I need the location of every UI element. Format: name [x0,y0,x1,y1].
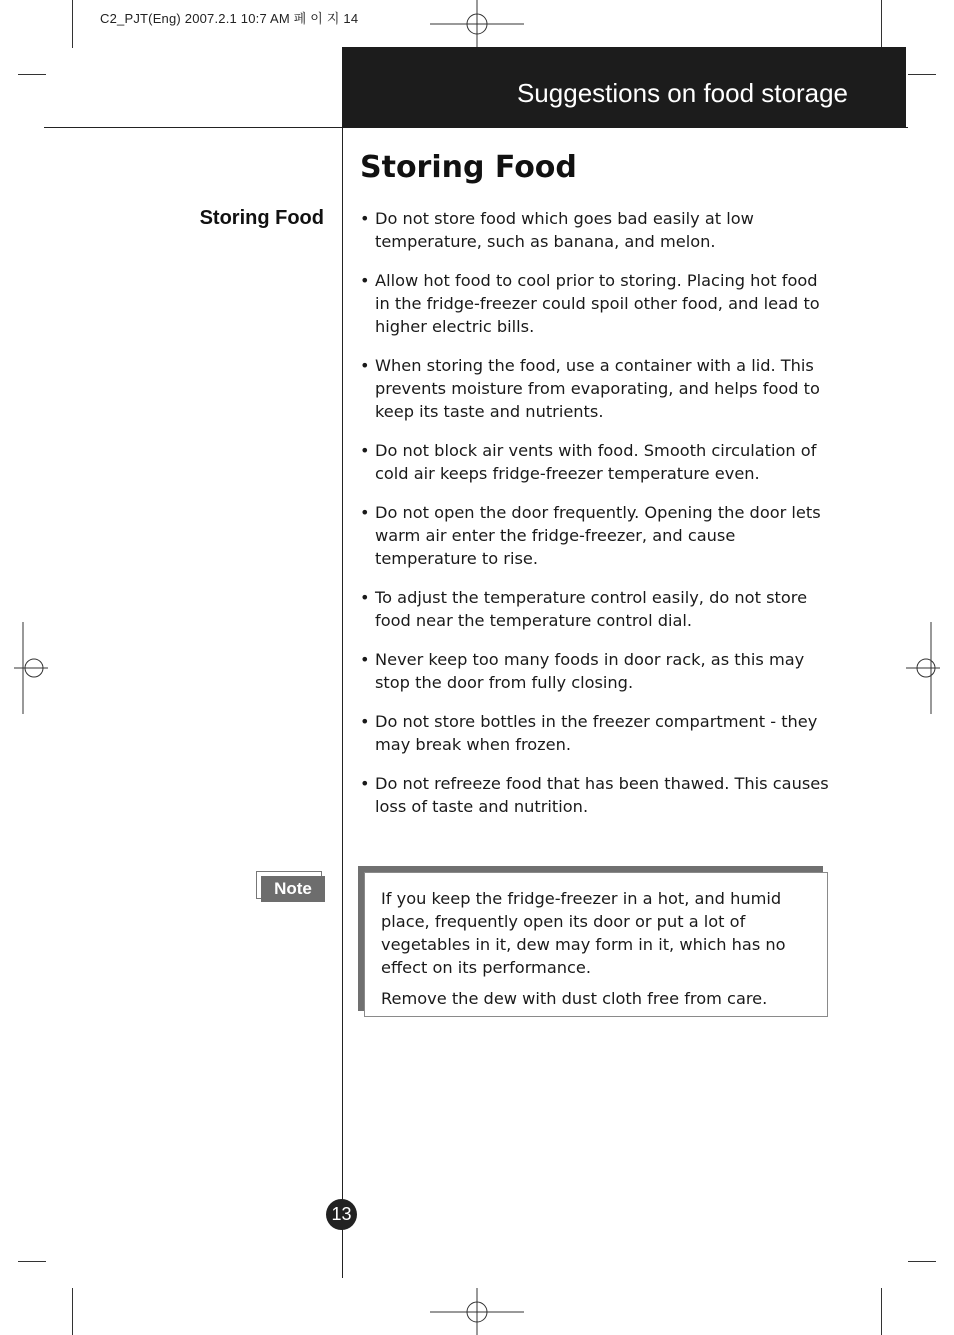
list-item: • Do not refreeze food that has been thawed. This causes loss of taste and nutrition. [360,774,829,816]
list-item-text: Never keep too many foods in door rack, as this may stop the door from fully closing. [375,650,805,692]
crop-mark [908,1261,936,1262]
page-title: Storing Food [360,150,577,185]
note-tab [256,871,325,902]
list-item: • To adjust the temperature control easily, do not store food near the temperature control dial. [360,588,808,630]
crop-mark [18,74,46,75]
divider [906,127,908,128]
list-item-text: When storing the food, use a container with a lid. This prevents moisture from evaporating, and helps food to keep its taste and nutrients. [375,356,820,421]
storage-tips-list [360,207,830,834]
crop-mark [908,74,936,75]
list-item: • When storing the food, use a container with a lid. This prevents moisture from evaporating, and helps food to keep its taste and nutrients. [360,356,820,421]
print-slug: C2_PJT(Eng) 2007.2.1 10:7 AM 페 이 지 14 [100,11,359,26]
crop-mark [72,0,73,48]
registration-mark-icon [430,1288,524,1335]
note-paragraph: Remove the dew with dust cloth free from care. [381,989,768,1008]
list-item: • Never keep too many foods in door rack, as this may stop the door from fully closing. [360,650,805,692]
side-heading: Storing Food [199,207,324,229]
crop-mark [881,0,882,48]
page-number: 13 [326,1199,357,1230]
list-item-text: Do not block air vents with food. Smooth circulation of cold air keeps fridge-freezer temperature even. [375,441,817,483]
crop-mark [18,1261,46,1262]
list-item: • Allow hot food to cool prior to storing. Placing hot food in the fridge-freezer could spoil other food, and lead to higher electric bills. [360,271,820,336]
note-paragraph: If you keep the fridge-freezer in a hot, and humid place, frequently open its door or put a lot of vegetables in it, dew may form in it, which has no effect on its performance. [381,889,786,977]
list-item-text: To adjust the temperature control easily, do not store food near the temperature control dial. [375,588,808,630]
crop-mark [881,1288,882,1335]
list-item-text: Do not open the door frequently. Opening the door lets warm air enter the fridge-freezer, and cause temperature to rise. [375,503,821,568]
divider [44,127,342,128]
registration-mark-icon [430,0,524,48]
crop-mark [72,1288,73,1335]
list-item: • Do not block air vents with food. Smooth circulation of cold air keeps fridge-freezer temperature even. [360,441,817,483]
column-divider [342,128,343,1278]
section-header [342,47,906,128]
section-title: Suggestions on food storage [516,78,848,108]
note-label: Note [261,876,325,902]
list-item-text: Do not store food which goes bad easily at low temperature, such as banana, and melon. [375,209,754,251]
list-item-text: Do not refreeze food that has been thawed. This causes loss of taste and nutrition. [375,774,829,816]
list-item: • Do not store food which goes bad easily at low temperature, such as banana, and melon. [360,209,754,251]
list-item-text: Allow hot food to cool prior to storing. Placing hot food in the fridge-freezer could spoil other food, and lead to higher electric bills. [375,271,820,336]
registration-mark-icon [906,622,940,714]
note-box [358,866,828,1017]
list-item-text: Do not store bottles in the freezer compartment - they may break when frozen. [375,712,818,754]
registration-mark-icon [14,622,48,714]
list-item: • Do not open the door frequently. Opening the door lets warm air enter the fridge-freezer, and cause temperature to rise. [360,503,821,568]
list-item: • Do not store bottles in the freezer compartment - they may break when frozen. [360,712,818,754]
